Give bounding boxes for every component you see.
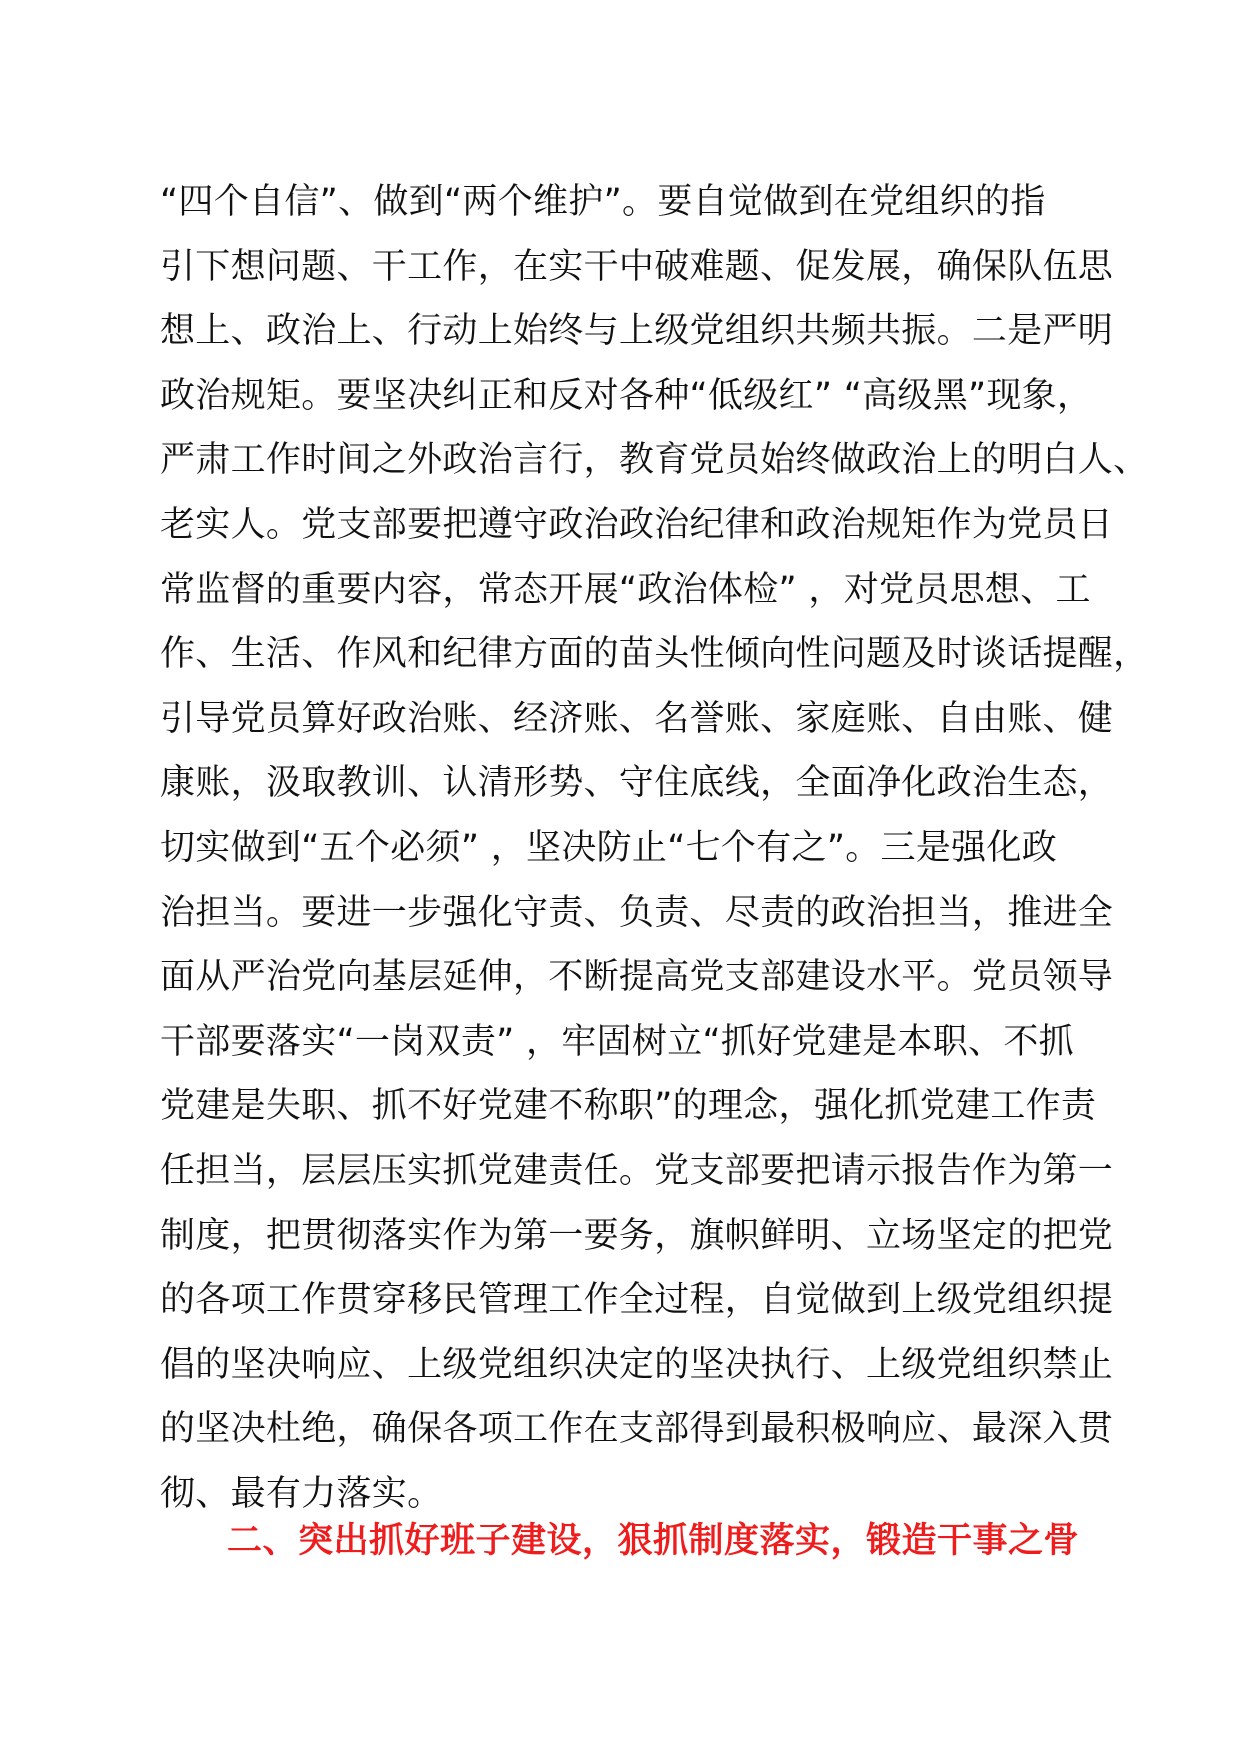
body-line-4: 政治规矩。要坚决纠正和反对各种“低级红” “高级黑”现象，: [160, 375, 1093, 416]
body-line-7: 常监督的重要内容，常态开展“政治体检” ，对党员思想、工: [160, 569, 1091, 610]
body-line-5: 严肃工作时间之外政治言行，教育党员始终做政治上的明白人、: [160, 440, 1149, 481]
body-line-14: 干部要落实“一岗双责” ，牢固树立“抓好党建是本职、不抓: [160, 1021, 1074, 1062]
body-line-10: 康账，汲取教训、认清形势、守住底线，全面净化政治生态，: [160, 763, 1114, 804]
body-line-2: 引下想问题、干工作，在实干中破难题、促发展，确保队伍思: [160, 246, 1114, 287]
body-line-20: 的坚决杜绝，确保各项工作在支部得到最积极响应、最深入贯: [160, 1409, 1114, 1450]
body-line-16: 任担当，层层压实抓党建责任。党支部要把请示报告作为第一: [160, 1150, 1114, 1191]
body-line-6: 老实人。党支部要把遵守政治政治纪律和政治规矩作为党员日: [160, 504, 1114, 545]
body-line-17: 制度，把贯彻落实作为第一要务，旗帜鲜明、立场坚定的把党: [160, 1215, 1114, 1256]
body-line-9: 引导党员算好政治账、经济账、名誉账、家庭账、自由账、健: [160, 698, 1114, 739]
body-line-12: 治担当。要进一步强化守责、负责、尽责的政治担当，推进全: [160, 892, 1114, 933]
body-line-1: “四个自信”、做到“两个维护”。要自觉做到在党组织的指: [160, 182, 1046, 222]
body-line-15: 党建是失职、抓不好党建不称职”的理念，强化抓党建工作责: [160, 1086, 1097, 1127]
body-line-13: 面从严治党向基层延伸，不断提高党支部建设水平。党员领导: [160, 957, 1114, 998]
body-line-8: 作、生活、作风和纪律方面的苗头性倾向性问题及时谈话提醒，: [160, 634, 1149, 675]
body-line-18: 的各项工作贯穿移民管理工作全过程，自觉做到上级党组织提: [160, 1280, 1114, 1321]
body-line-19: 倡的坚决响应、上级党组织决定的坚决执行、上级党组织禁止: [160, 1344, 1114, 1385]
body-line-3: 想上、政治上、行动上始终与上级党组织共频共振。二是严明: [160, 311, 1114, 352]
body-text: [160, 170, 1149, 1526]
body-line-21: 彻、最有力落实。: [160, 1473, 443, 1514]
section-heading: 二、突出抓好班子建设，狠抓制度落实，锻造干事之骨: [227, 1520, 1080, 1561]
body-line-11: 切实做到“五个必须” ，坚决防止“七个有之”。三是强化政: [160, 827, 1058, 868]
